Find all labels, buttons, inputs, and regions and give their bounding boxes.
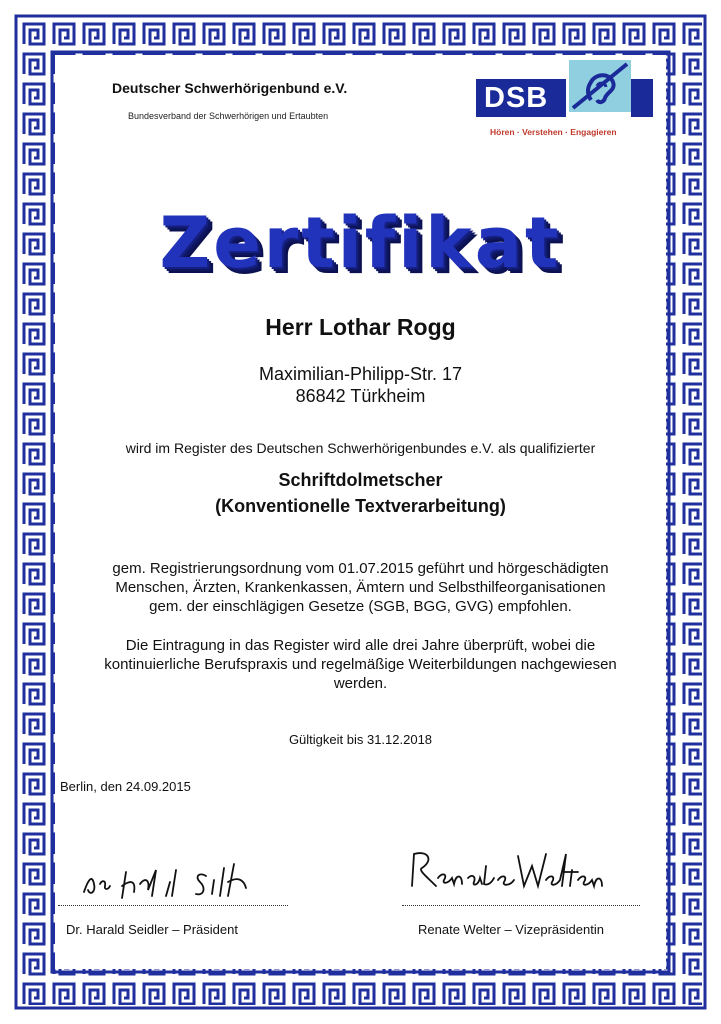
- validity-date: Gültigkeit bis 31.12.2018: [288, 732, 433, 747]
- place-and-date: Berlin, den 24.09.2015: [60, 779, 191, 794]
- paragraph-registration: [0, 559, 721, 616]
- signatory-president: Dr. Harald Seidler – Präsident: [66, 922, 238, 937]
- dsb-logo: [476, 60, 656, 150]
- qualification-line-1: Schriftdolmetscher: [278, 470, 443, 490]
- logo-slogan: Hören · Verstehen · Engagieren: [490, 127, 617, 137]
- signature-welter: [406, 842, 606, 902]
- signature-line-right: [402, 905, 640, 908]
- address-line-2: 86842 Türkheim: [295, 386, 426, 406]
- organization-name: Deutscher Schwerhörigenbund e.V.: [112, 80, 348, 96]
- paragraph-line: werden.: [333, 675, 388, 692]
- paragraph-line: gem. der einschlägigen Gesetze (SGB, BGG, GVG) empfohlen.: [149, 598, 572, 615]
- paragraph-line: Die Eintragung in das Register wird alle drei Jahre überprüft, wobei die: [125, 637, 596, 654]
- paragraph-line: kontinuierliche Berufspraxis und regelmäßige Weiterbildungen nachgewiesen: [104, 656, 617, 673]
- certificate-title: Zertifikat: [159, 202, 562, 284]
- address-line-1: Maximilian-Philipp-Str. 17: [258, 364, 463, 384]
- signatory-vice-president: Renate Welter – Vizepräsidentin: [418, 922, 604, 937]
- register-text: wird im Register des Deutschen Schwerhörigenbundes e.V. als qualifizierter: [125, 440, 596, 456]
- signature-line-left: [58, 905, 288, 908]
- logo-abbreviation: DSB: [484, 82, 549, 114]
- paragraph-review: [0, 636, 721, 693]
- paragraph-line: gem. Registrierungsordnung vom 01.07.2015 geführt und hörgeschädigten: [112, 560, 609, 577]
- organization-subtitle: Bundesverband der Schwerhörigen und Ertaubten: [128, 111, 329, 121]
- recipient-name: Herr Lothar Rogg: [265, 314, 456, 340]
- logo-bar: [631, 79, 653, 117]
- paragraph-line: Menschen, Ärzten, Krankenkassen, Ämtern und Selbsthilfeorganisationen: [115, 579, 606, 596]
- ear-icon: [569, 60, 631, 112]
- qualification-line-2: (Konventionelle Textverarbeitung): [215, 496, 506, 516]
- signature-seidler: [78, 850, 278, 910]
